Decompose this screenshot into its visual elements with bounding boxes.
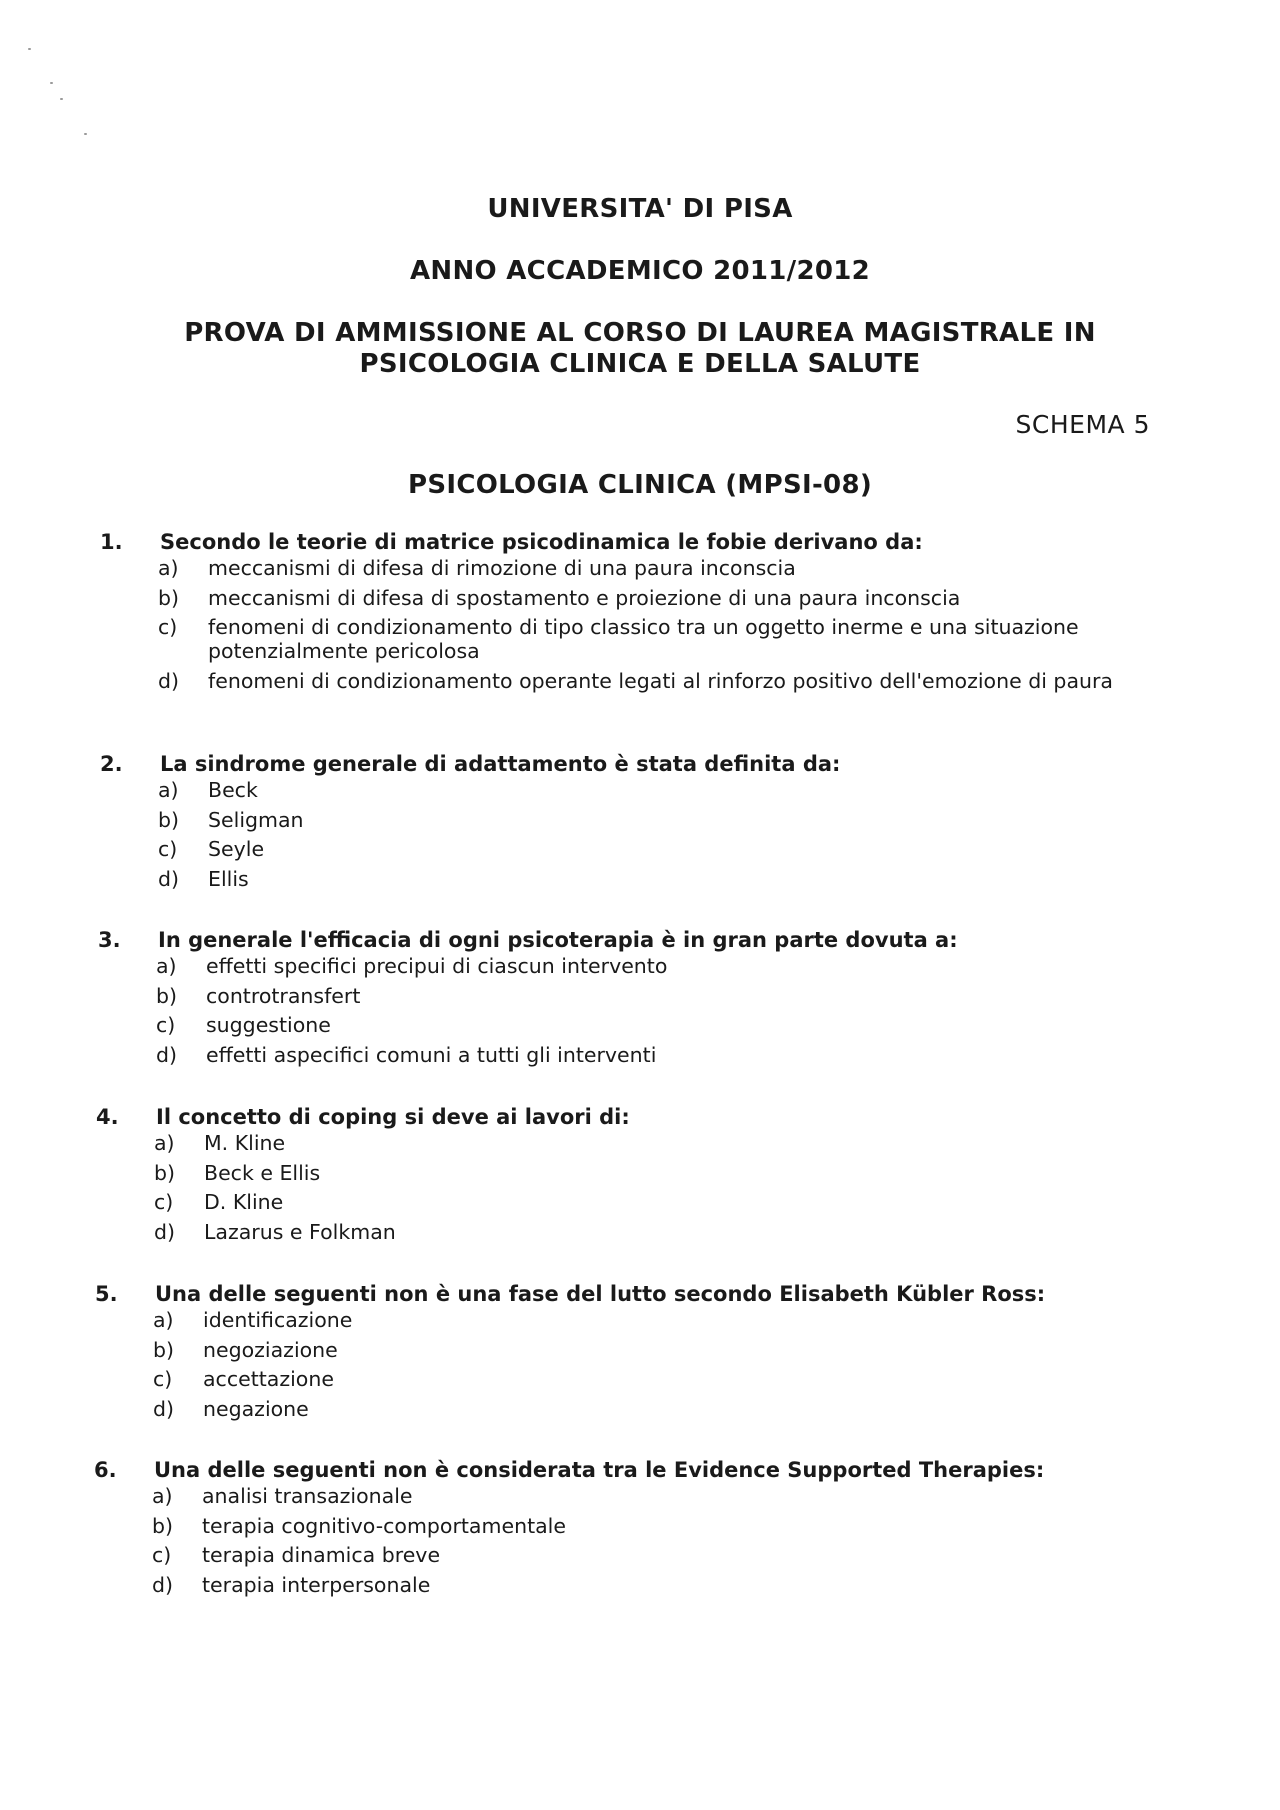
- option-list: [153, 1308, 1153, 1426]
- option-b: [152, 1514, 1152, 1538]
- option-a: [152, 1484, 1152, 1508]
- scan-speck: [28, 48, 31, 50]
- option-letter: c): [152, 1543, 172, 1567]
- option-text: effetti specifici precipui di ciascun intervento: [206, 954, 668, 978]
- scan-speck: [84, 133, 87, 135]
- academic-year: ANNO ACCADEMICO 2011/2012: [409, 256, 871, 286]
- exam-title-line2: PSICOLOGIA CLINICA E DELLA SALUTE: [359, 349, 921, 379]
- option-letter: c): [158, 837, 178, 861]
- option-text: identificazione: [203, 1308, 353, 1332]
- option-text: Seyle: [208, 837, 265, 861]
- question-number: 3.: [98, 928, 121, 952]
- option-c: [153, 1367, 1153, 1391]
- option-text: negazione: [203, 1396, 309, 1421]
- option-list: [158, 778, 1158, 896]
- question-text: Una delle seguenti non è considerata tra le Evidence Supported Therapies:: [154, 1458, 1045, 1482]
- option-c: [158, 615, 1158, 663]
- question-text: Il concetto di coping si deve ai lavori di:: [156, 1105, 630, 1129]
- option-letter: a): [158, 778, 179, 802]
- option-d: [152, 1573, 1152, 1597]
- scan-speck: [60, 98, 63, 100]
- option-text: fenomeni di condizionamento operante legati al rinforzo positivo dell'emozione di paura: [208, 668, 1113, 693]
- option-letter: b): [154, 1160, 176, 1185]
- option-letter: b): [158, 807, 180, 832]
- question-text: Secondo le teorie di matrice psicodinamica le fobie derivano da:: [160, 530, 923, 554]
- option-c: [154, 1190, 1154, 1214]
- option-text: negoziazione: [203, 1337, 338, 1362]
- option-c: [152, 1543, 1152, 1567]
- exam-title-line1: PROVA DI AMMISSIONE AL CORSO DI LAUREA MAGISTRALE IN: [184, 318, 1096, 348]
- option-a: [158, 778, 1158, 802]
- option-letter: a): [154, 1131, 175, 1155]
- option-d: [156, 1043, 1156, 1067]
- option-text: Beck e Ellis: [204, 1160, 321, 1185]
- question-number: 5.: [95, 1282, 118, 1306]
- option-a: [156, 954, 1156, 978]
- option-letter: b): [152, 1513, 174, 1538]
- option-d: [158, 669, 1158, 693]
- option-text: Ellis: [208, 866, 249, 891]
- question-text: In generale l'efficacia di ogni psicoterapia è in gran parte dovuta a:: [158, 928, 958, 952]
- option-text: accettazione: [203, 1367, 334, 1391]
- option-text: terapia dinamica breve: [202, 1543, 441, 1567]
- option-letter: a): [153, 1308, 174, 1332]
- question-number: 1.: [100, 530, 123, 554]
- option-letter: d): [153, 1396, 175, 1421]
- question-text: La sindrome generale di adattamento è stata definita da:: [160, 752, 841, 776]
- option-d: [158, 867, 1158, 891]
- option-list: [158, 556, 1158, 698]
- option-b: [156, 984, 1156, 1008]
- option-letter: d): [158, 668, 180, 693]
- option-letter: c): [153, 1367, 173, 1391]
- option-letter: d): [158, 866, 180, 891]
- option-d: [154, 1220, 1154, 1244]
- question-number: 4.: [96, 1105, 119, 1129]
- option-b: [153, 1338, 1153, 1362]
- option-b: [154, 1161, 1154, 1185]
- option-text: meccanismi di difesa di rimozione di una paura inconscia: [208, 556, 796, 580]
- option-text: effetti aspecifici comuni a tutti gli interventi: [206, 1042, 657, 1067]
- option-d: [153, 1397, 1153, 1421]
- option-text: Beck: [208, 778, 258, 802]
- option-a: [153, 1308, 1153, 1332]
- option-list: [156, 954, 1156, 1072]
- option-list: [152, 1484, 1152, 1602]
- option-letter: d): [154, 1219, 176, 1244]
- option-a: [158, 556, 1158, 580]
- option-a: [154, 1131, 1154, 1155]
- question-number: 2.: [100, 752, 123, 776]
- section-title: PSICOLOGIA CLINICA (MPSI-08): [407, 470, 873, 500]
- option-letter: c): [154, 1190, 174, 1214]
- option-b: [158, 808, 1158, 832]
- option-letter: a): [152, 1484, 173, 1508]
- option-text: analisi transazionale: [202, 1484, 413, 1508]
- option-c: [158, 837, 1158, 861]
- option-text: meccanismi di difesa di spostamento e proiezione di una paura inconscia: [208, 585, 961, 610]
- option-text: terapia cognitivo-comportamentale: [202, 1513, 566, 1538]
- option-letter: c): [156, 1013, 176, 1037]
- option-text: D. Kline: [204, 1190, 284, 1214]
- option-text: suggestione: [206, 1013, 331, 1037]
- option-letter: b): [153, 1337, 175, 1362]
- option-list: [154, 1131, 1154, 1249]
- university-title: UNIVERSITA' DI PISA: [487, 194, 793, 224]
- schema-label: SCHEMA 5: [1015, 410, 1150, 439]
- question-number: 6.: [94, 1458, 117, 1482]
- option-text: Lazarus e Folkman: [204, 1219, 396, 1244]
- option-b: [158, 586, 1158, 610]
- option-c: [156, 1013, 1156, 1037]
- option-letter: b): [158, 585, 180, 610]
- option-text: M. Kline: [204, 1131, 286, 1155]
- option-letter: d): [152, 1572, 174, 1597]
- option-letter: c): [158, 615, 178, 639]
- scan-speck: [50, 82, 53, 84]
- option-text: Seligman: [208, 807, 304, 832]
- option-letter: d): [156, 1042, 178, 1067]
- option-text: fenomeni di condizionamento di tipo classico tra un oggetto inerme e una situazione potenzialmente pericolosa: [208, 615, 1079, 663]
- option-text: terapia interpersonale: [202, 1572, 431, 1597]
- option-letter: a): [156, 954, 177, 978]
- option-letter: b): [156, 983, 178, 1008]
- option-text: controtransfert: [206, 983, 361, 1008]
- option-letter: a): [158, 556, 179, 580]
- question-text: Una delle seguenti non è una fase del lutto secondo Elisabeth Kübler Ross:: [155, 1282, 1046, 1306]
